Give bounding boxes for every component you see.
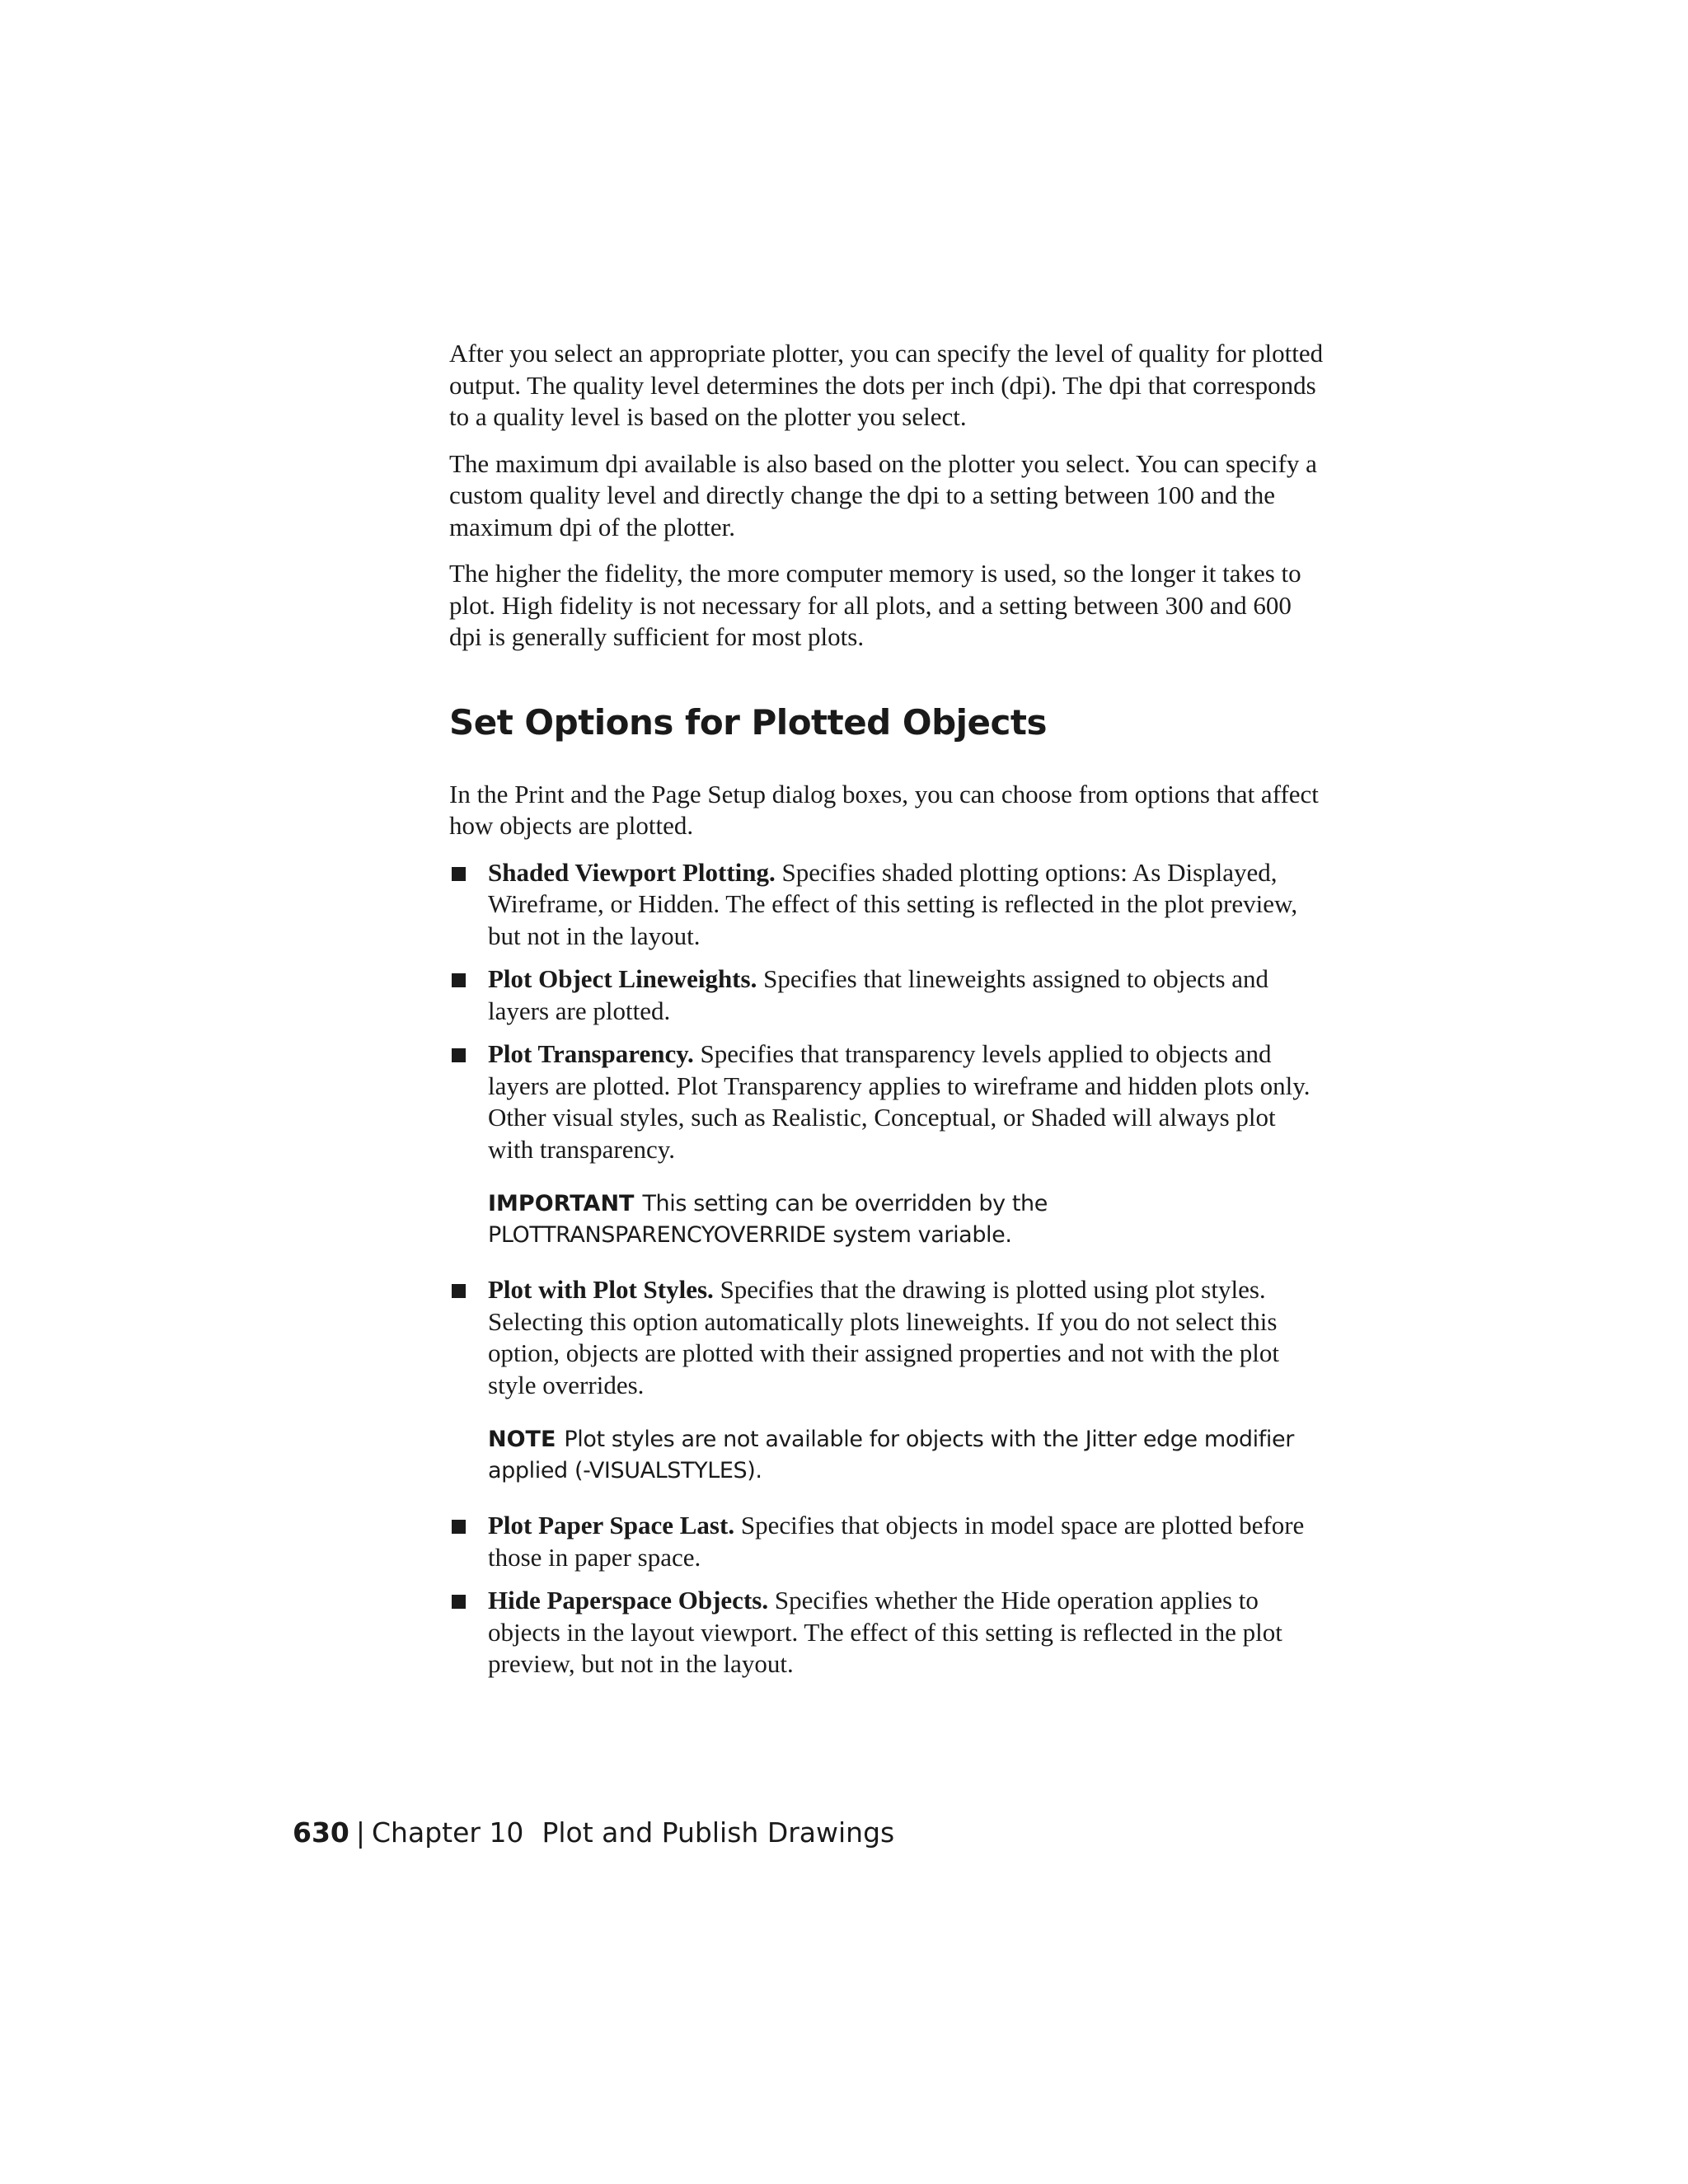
option-text: Specifies that transparency levels applied to objects and layers are plotted. Plot Transparency applies to wireframe and hidden plots only. Other visual styles, such as Realistic, Conceptual, or Shaded will always plot with transparency.: [488, 1039, 1311, 1164]
option-plot-paper-space-last: [449, 1510, 1327, 1573]
section-heading: Set Options for Plotted Objects: [449, 701, 1047, 743]
intro-paragraph-1: After you select an appropriate plotter, you can specify the level of quality for plotted output. The quality level determines the dots per inch (dpi). The dpi that corresponds to a quality level is based on the plotter you select.: [449, 339, 1324, 431]
option-plot-with-plot-styles: [449, 1274, 1327, 1487]
option-text: Specifies whether the Hide operation applies to objects in the layout viewport. The effect of this setting is reflected in the plot preview, but not in the layout.: [488, 1586, 1282, 1678]
option-text: Specifies that the drawing is plotted using plot styles. Selecting this option automatically plots lineweights. If you do not select this option, objects are plotted with their assigned properties and not with the plot style overrides.: [488, 1275, 1279, 1399]
bullet-square-icon: [452, 1595, 466, 1609]
option-text: Specifies that lineweights assigned to objects and layers are plotted.: [488, 964, 1269, 1025]
page-footer: [293, 1816, 894, 1850]
bullet-square-icon: [452, 973, 466, 987]
option-hide-paperspace-objects: [449, 1585, 1327, 1680]
option-term: Plot with Plot Styles.: [488, 1275, 714, 1304]
option-term: Hide Paperspace Objects.: [488, 1586, 769, 1615]
option-term: Plot Object Lineweights.: [488, 964, 757, 993]
important-callout: [488, 1188, 1327, 1251]
intro-paragraph-3: The higher the fidelity, the more computer memory is used, so the longer it takes to plot. High fidelity is not necessary for all plots, and a setting between 300 and 600 dpi is generally sufficient for most plots.: [449, 559, 1301, 651]
page-number: 630: [293, 1816, 349, 1849]
bullet-square-icon: [452, 1048, 466, 1062]
option-shaded-viewport-plotting: [449, 857, 1327, 953]
chapter-label: Chapter 10: [372, 1816, 524, 1849]
section-intro: In the Print and the Page Setup dialog boxes, you can choose from options that affect how objects are plotted.: [449, 779, 1319, 840]
option-text: Specifies shaded plotting options: As Displayed, Wireframe, or Hidden. The effect of this setting is reflected in the plot preview, but not in the layout.: [488, 857, 1298, 950]
callout-label: IMPORTANT: [488, 1191, 635, 1216]
footer-separator: |: [355, 1816, 366, 1849]
bullet-square-icon: [452, 867, 466, 881]
option-text: Specifies that objects in model space are plotted before those in paper space.: [488, 1511, 1305, 1572]
option-term: Plot Paper Space Last.: [488, 1511, 735, 1540]
option-plot-object-lineweights: [449, 963, 1327, 1027]
note-callout: [488, 1424, 1327, 1487]
bullet-square-icon: [452, 1520, 466, 1534]
option-plot-transparency: [449, 1038, 1327, 1251]
page-content: [449, 338, 1327, 1692]
intro-paragraph-2: The maximum dpi available is also based on the plotter you select. You can specify a custom quality level and directly change the dpi to a setting between 100 and the maximum dpi of the plotter.: [449, 448, 1317, 541]
callout-label: NOTE: [488, 1427, 556, 1452]
options-list: [449, 857, 1327, 1680]
option-term: Plot Transparency.: [488, 1039, 694, 1068]
callout-text: Plot styles are not available for objects with the Jitter edge modifier applied (-VISUALSTYLES).: [488, 1427, 1294, 1483]
callout-text: This setting can be overridden by the PLOTTRANSPARENCYOVERRIDE system variable.: [488, 1191, 1048, 1248]
chapter-title: Plot and Publish Drawings: [542, 1816, 895, 1849]
option-term: Shaded Viewport Plotting.: [488, 857, 776, 887]
bullet-square-icon: [452, 1284, 466, 1298]
